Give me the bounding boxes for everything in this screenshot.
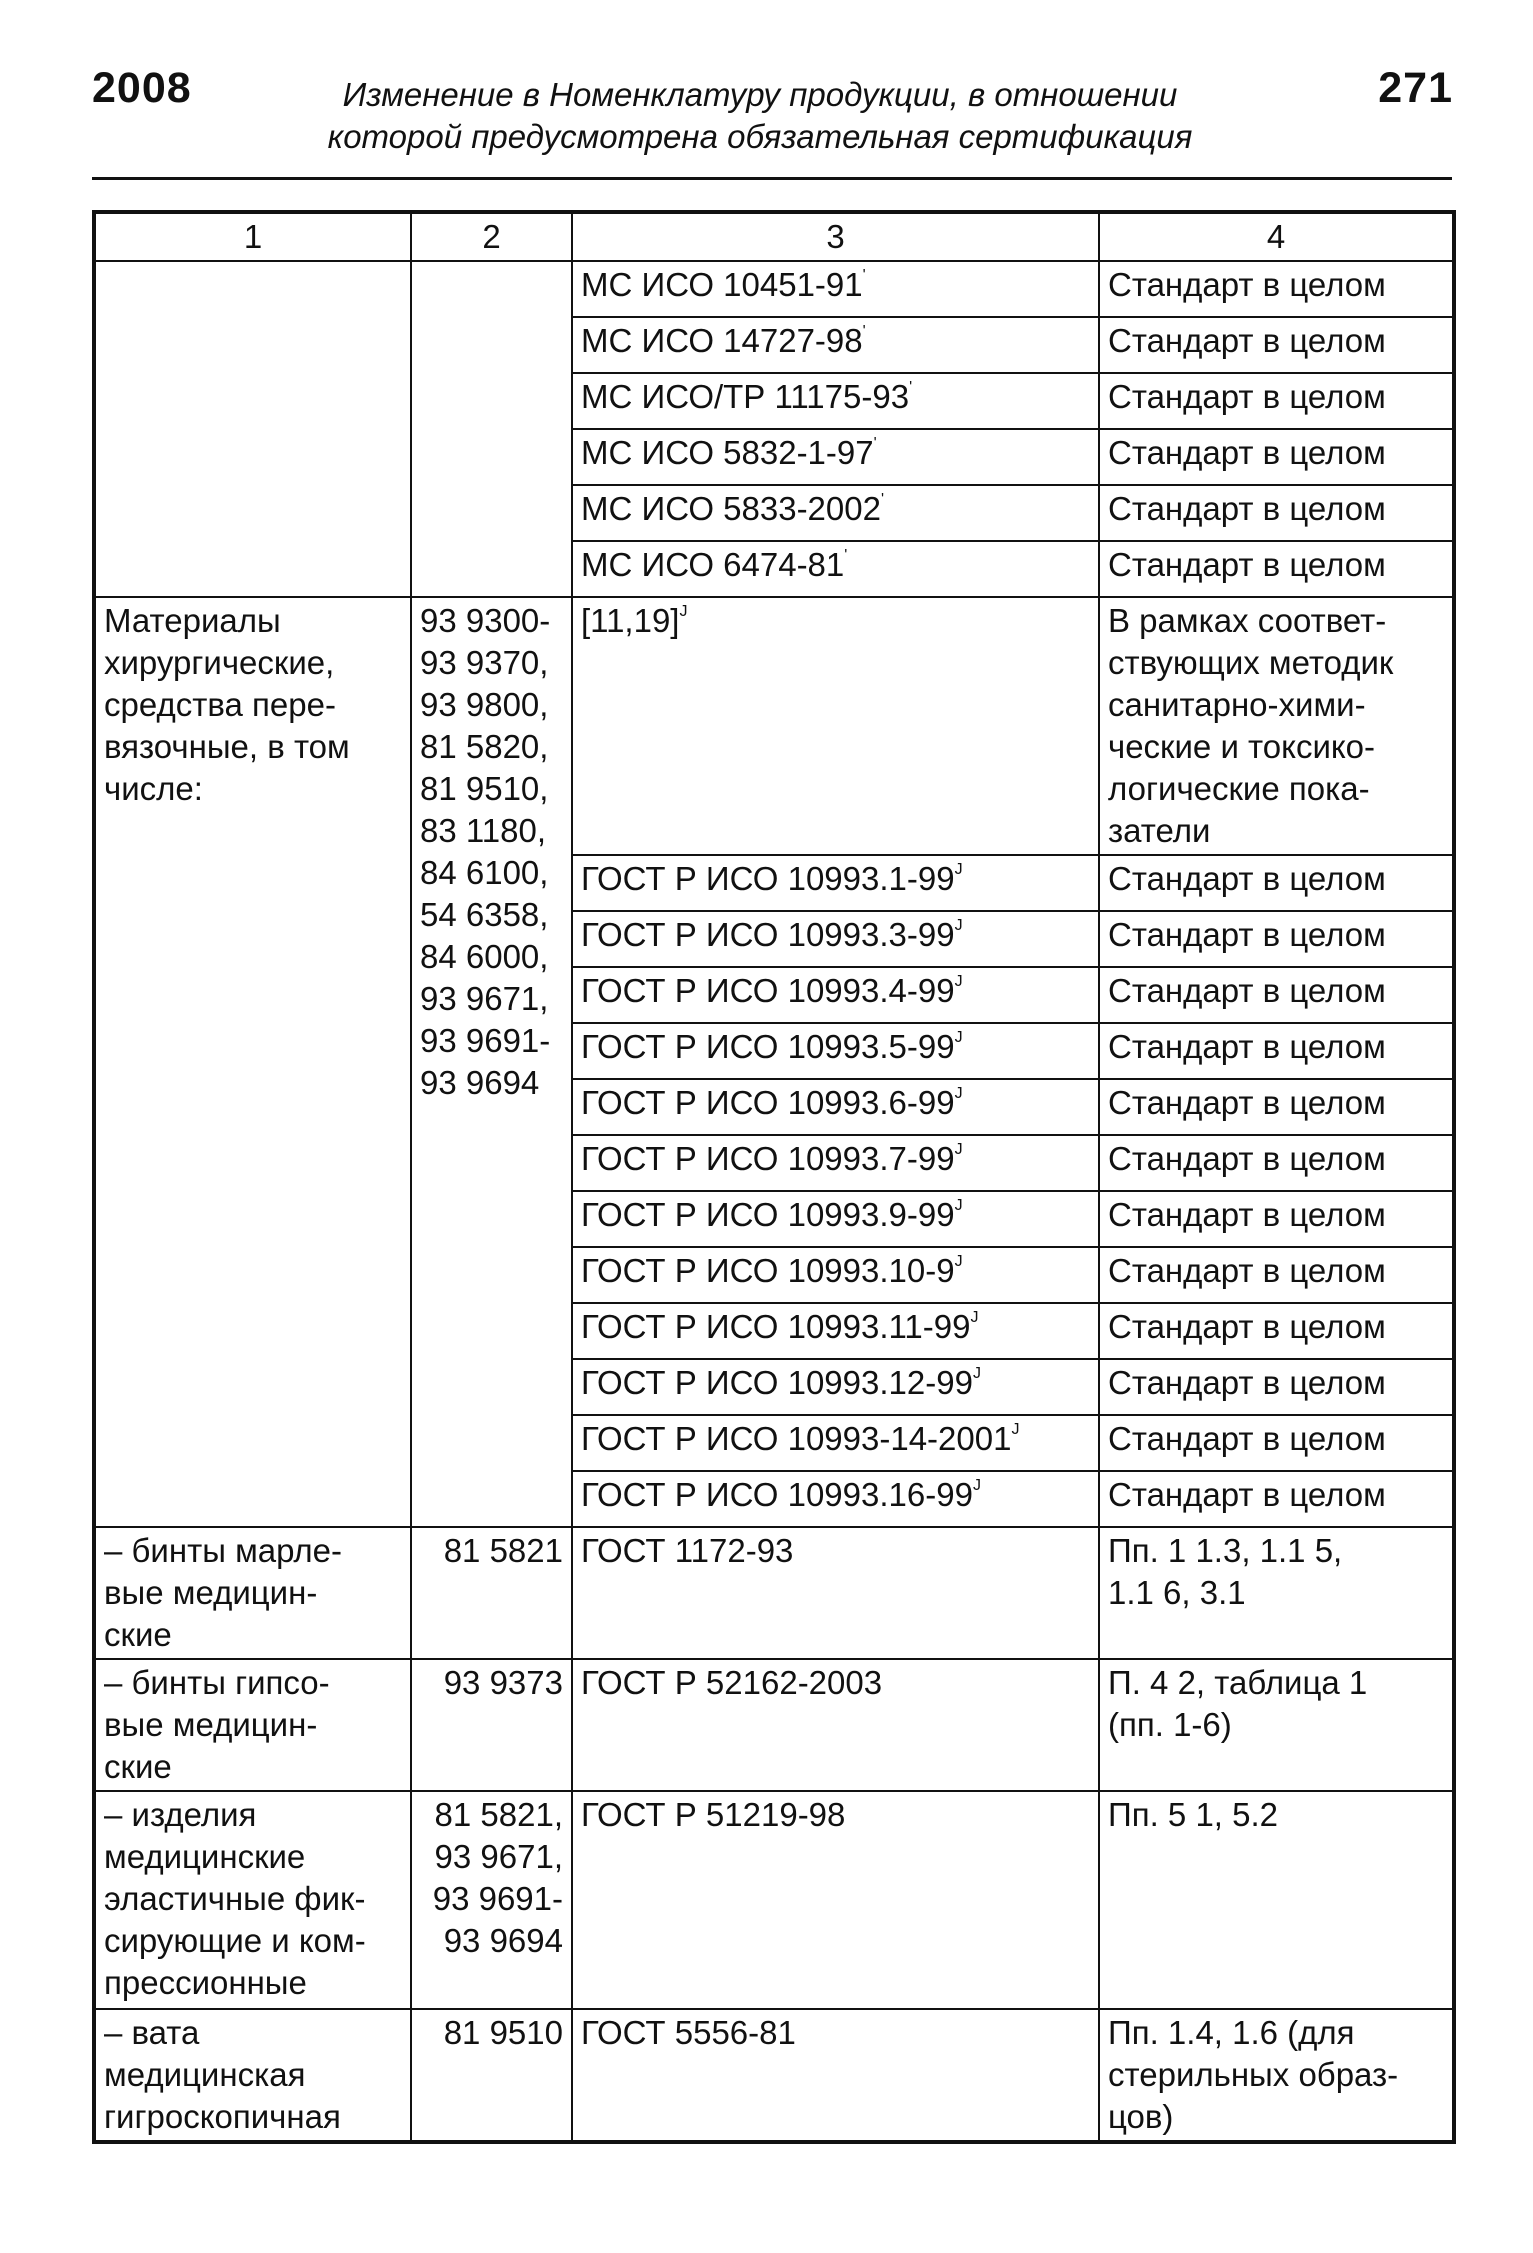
table-header-row xyxy=(94,212,1454,261)
standard-code: ГОСТ 1172-93 xyxy=(581,1532,794,1569)
standard-code: [11,19] xyxy=(581,602,680,639)
certification-table xyxy=(92,210,1456,2144)
standard-code: ГОСТ Р 51219-98 xyxy=(581,1796,846,1833)
standard-cell xyxy=(572,317,1099,373)
scope-text: Стандарт в целом xyxy=(1108,1420,1386,1457)
standard-cell xyxy=(572,855,1099,911)
standard-cell xyxy=(572,1415,1099,1471)
page-title-line-1: Изменение в Номенклатуру продукции, в отношении xyxy=(342,76,1178,113)
scope-cell xyxy=(1099,1135,1454,1191)
standard-cell xyxy=(572,1471,1099,1527)
standard-cell xyxy=(572,597,1099,855)
footnote-mark: J xyxy=(972,1365,981,1382)
scope-cell xyxy=(1099,1791,1454,2009)
standard-code: МС ИСО 5833-2002 xyxy=(581,490,881,527)
product-name: – изделия медицинские эластичные фик- сирующие и ком- прессионные xyxy=(104,1796,366,2001)
scope-text: Стандарт в целом xyxy=(1108,1084,1386,1121)
footnote-mark: J xyxy=(954,1253,963,1270)
page-title-line-2: которой предусмотрена обязательная сертификация xyxy=(327,118,1193,155)
footnote-mark: J xyxy=(1011,1421,1020,1438)
table-row xyxy=(94,2009,1454,2142)
scope-cell xyxy=(1099,2009,1454,2142)
scope-text: Пп. 5 1, 5.2 xyxy=(1108,1796,1279,1833)
standard-code: ГОСТ Р ИСО 10993-14-2001 xyxy=(581,1420,1012,1457)
scope-text: Стандарт в целом xyxy=(1108,378,1386,415)
product-name-cell xyxy=(94,2009,411,2142)
standard-code: ГОСТ Р ИСО 10993.7-99 xyxy=(581,1140,955,1177)
footnote-mark: ' xyxy=(862,323,866,340)
footnote-mark: J xyxy=(970,1309,979,1326)
product-code: 81 5821 xyxy=(443,1532,563,1569)
standard-code: ГОСТ Р 52162-2003 xyxy=(581,1664,883,1701)
standard-code: МС ИСО 14727-98 xyxy=(581,322,863,359)
scope-text: Пп. 1 1.3, 1.1 5, 1.1 6, 3.1 xyxy=(1108,1532,1343,1611)
standard-code: ГОСТ Р ИСО 10993.16-99 xyxy=(581,1476,973,1513)
standard-code: ГОСТ Р ИСО 10993.9-99 xyxy=(581,1196,955,1233)
standard-code: ГОСТ Р ИСО 10993.3-99 xyxy=(581,916,955,953)
scope-cell xyxy=(1099,1023,1454,1079)
column-header-2: 2 xyxy=(411,212,572,261)
table-row xyxy=(94,1659,1454,1791)
scope-cell xyxy=(1099,1659,1454,1791)
product-name: – бинты марле- вые медицин- ские xyxy=(104,1532,342,1653)
footnote-mark: J xyxy=(954,1029,963,1046)
product-name-cell xyxy=(94,597,411,1527)
scope-cell xyxy=(1099,597,1454,855)
standard-cell xyxy=(572,1359,1099,1415)
header-rule xyxy=(92,177,1452,180)
standard-cell xyxy=(572,1303,1099,1359)
scope-cell xyxy=(1099,967,1454,1023)
scope-text: Стандарт в целом xyxy=(1108,1252,1386,1289)
standard-code: ГОСТ Р ИСО 10993.1-99 xyxy=(581,860,955,897)
column-header-4: 4 xyxy=(1099,212,1454,261)
product-name-cell xyxy=(94,1791,411,2009)
scope-text: Стандарт в целом xyxy=(1108,434,1386,471)
scope-text: Стандарт в целом xyxy=(1108,322,1386,359)
standard-code: МС ИСО/ТР 11175-93 xyxy=(581,378,910,415)
scope-cell xyxy=(1099,1471,1454,1527)
product-name: Материалы хирургические, средства пере- вязочные, в том числе: xyxy=(104,602,350,807)
empty-cell xyxy=(94,261,411,597)
standard-code: ГОСТ Р ИСО 10993.5-99 xyxy=(581,1028,955,1065)
standard-cell xyxy=(572,911,1099,967)
header-year: 2008 xyxy=(92,64,192,112)
standard-cell xyxy=(572,541,1099,597)
scope-text: Пп. 1.4, 1.6 (для стерильных образ- цов) xyxy=(1108,2014,1399,2135)
page-number: 271 xyxy=(1378,64,1453,112)
footnote-mark: ' xyxy=(862,267,866,284)
standard-cell xyxy=(572,1191,1099,1247)
page-title xyxy=(260,74,1260,158)
standard-cell xyxy=(572,261,1099,317)
scope-text: Стандарт в целом xyxy=(1108,1308,1386,1345)
scope-text: Стандарт в целом xyxy=(1108,490,1386,527)
footnote-mark: J xyxy=(954,1197,963,1214)
column-header-3: 3 xyxy=(572,212,1099,261)
standard-code: ГОСТ Р ИСО 10993.6-99 xyxy=(581,1084,955,1121)
scope-cell xyxy=(1099,911,1454,967)
standard-cell xyxy=(572,1023,1099,1079)
footnote-mark: J xyxy=(679,603,688,620)
scope-text: Стандарт в целом xyxy=(1108,972,1386,1009)
standard-cell xyxy=(572,429,1099,485)
scope-cell xyxy=(1099,373,1454,429)
standard-code: ГОСТ Р ИСО 10993.10-9 xyxy=(581,1252,955,1289)
table-row xyxy=(94,1527,1454,1659)
scope-cell xyxy=(1099,485,1454,541)
standard-code: ГОСТ 5556-81 xyxy=(581,2014,796,2051)
scope-cell xyxy=(1099,261,1454,317)
standard-cell xyxy=(572,1079,1099,1135)
footnote-mark: J xyxy=(954,973,963,990)
footnote-mark: ' xyxy=(844,547,848,564)
standard-cell xyxy=(572,1247,1099,1303)
product-name-cell xyxy=(94,1659,411,1791)
column-header-1: 1 xyxy=(94,212,411,261)
scope-text: Стандарт в целом xyxy=(1108,1196,1386,1233)
footnote-mark: J xyxy=(954,861,963,878)
scope-cell xyxy=(1099,1359,1454,1415)
product-codes: 93 9300- 93 9370, 93 9800, 81 5820, 81 9510, 83 1180, 84 6100, 54 6358, 84 6000, 93 9671, 93 9691- 93 9694 xyxy=(420,602,551,1101)
scope-text: В рамках соответ- ствующих методик санитарно-хими- ческие и токсико- логические пока- затели xyxy=(1108,602,1394,849)
standard-cell xyxy=(572,2009,1099,2142)
scope-cell xyxy=(1099,1415,1454,1471)
product-code-cell xyxy=(411,2009,572,2142)
scope-text: Стандарт в целом xyxy=(1108,1476,1386,1513)
table-row xyxy=(94,261,1454,317)
standard-cell xyxy=(572,373,1099,429)
scope-text: Стандарт в целом xyxy=(1108,1140,1386,1177)
standard-code: МС ИСО 5832-1-97 xyxy=(581,434,874,471)
scope-cell xyxy=(1099,1527,1454,1659)
product-code-cell xyxy=(411,1527,572,1659)
product-code: 81 9510 xyxy=(443,2014,563,2051)
footnote-mark: J xyxy=(954,1141,963,1158)
footnote-mark: J xyxy=(972,1477,981,1494)
product-code-cell xyxy=(411,1659,572,1791)
scope-text: Стандарт в целом xyxy=(1108,546,1386,583)
product-code-cell xyxy=(411,1791,572,2009)
scope-text: Стандарт в целом xyxy=(1108,1028,1386,1065)
scope-cell xyxy=(1099,429,1454,485)
table-row xyxy=(94,1791,1454,2009)
footnote-mark: J xyxy=(954,917,963,934)
product-codes-cell xyxy=(411,597,572,1527)
scope-cell xyxy=(1099,1247,1454,1303)
scope-cell xyxy=(1099,317,1454,373)
standard-code: МС ИСО 10451-91 xyxy=(581,266,863,303)
product-name: – вата медицинская гигроскопичная xyxy=(104,2014,341,2135)
standard-code: ГОСТ Р ИСО 10993.4-99 xyxy=(581,972,955,1009)
scope-cell xyxy=(1099,541,1454,597)
scope-text: Стандарт в целом xyxy=(1108,860,1386,897)
empty-cell xyxy=(411,261,572,597)
footnote-mark: ' xyxy=(873,435,877,452)
scope-text: Стандарт в целом xyxy=(1108,1364,1386,1401)
scope-cell xyxy=(1099,1303,1454,1359)
scope-cell xyxy=(1099,855,1454,911)
footnote-mark: J xyxy=(954,1085,963,1102)
product-code: 81 5821, 93 9671, 93 9691- 93 9694 xyxy=(432,1796,563,1959)
standard-cell xyxy=(572,1135,1099,1191)
footnote-mark: ' xyxy=(880,491,885,508)
standard-cell xyxy=(572,1791,1099,2009)
scope-text: Стандарт в целом xyxy=(1108,916,1386,953)
scope-text: Стандарт в целом xyxy=(1108,266,1386,303)
standard-code: МС ИСО 6474-81 xyxy=(581,546,845,583)
standard-cell xyxy=(572,1527,1099,1659)
standard-cell xyxy=(572,485,1099,541)
product-code: 93 9373 xyxy=(443,1664,563,1701)
standard-code: ГОСТ Р ИСО 10993.11-99 xyxy=(581,1308,971,1345)
scope-cell xyxy=(1099,1191,1454,1247)
scope-text: П. 4 2, таблица 1 (пп. 1-6) xyxy=(1108,1664,1368,1743)
standard-cell xyxy=(572,967,1099,1023)
footnote-mark: ' xyxy=(909,379,913,396)
standard-cell xyxy=(572,1659,1099,1791)
product-name: – бинты гипсо- вые медицин- ские xyxy=(104,1664,330,1785)
standard-code: ГОСТ Р ИСО 10993.12-99 xyxy=(581,1364,973,1401)
scope-cell xyxy=(1099,1079,1454,1135)
table-row xyxy=(94,597,1454,855)
product-name-cell xyxy=(94,1527,411,1659)
